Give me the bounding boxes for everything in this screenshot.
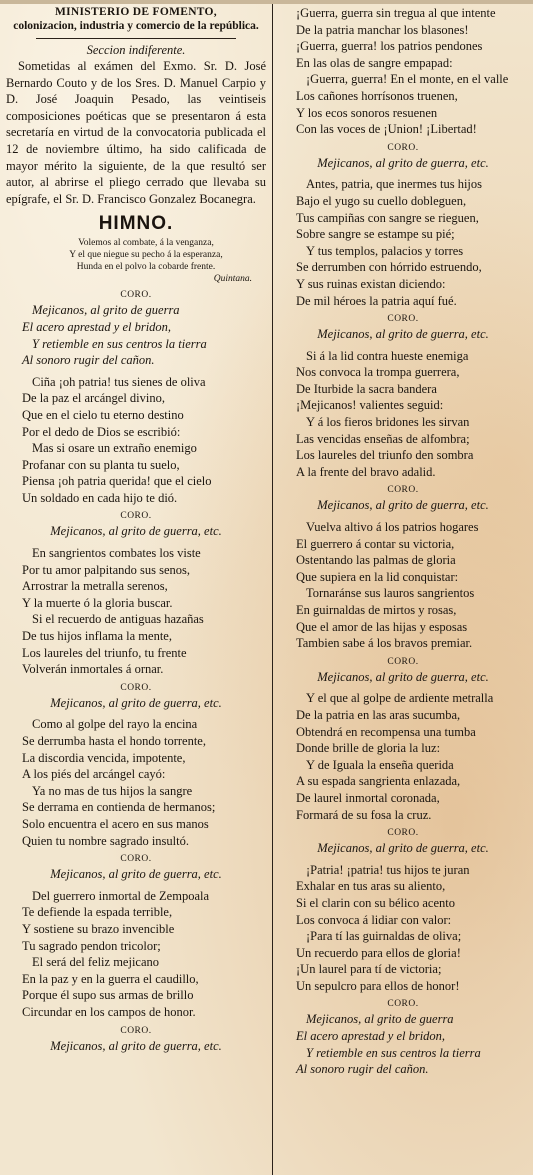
- verse-line: Las vencidas enseñas de alfombra;: [296, 431, 470, 446]
- verse-line: Porque él supo sus armas de brillo: [22, 988, 194, 1003]
- verse-line: Por tu amor palpitando sus senos,: [22, 562, 191, 577]
- verse-line: Tu sagrado pendon tricolor;: [22, 938, 161, 953]
- epigraph-line: Volemos al combate, á la venganza,: [78, 238, 214, 249]
- verse-line: Los laureles del triunfo, tu frente: [22, 645, 187, 660]
- coro-reference: Mejicanos, al grito de guerra, etc.: [317, 841, 489, 856]
- epigraph-author: Quintana.: [213, 274, 252, 285]
- verse-line: Y el que al golpe de ardiente metralla: [306, 691, 494, 706]
- section-label: Seccion indiferente.: [86, 43, 186, 57]
- verse-line: Tambien sabe á los bravos premiar.: [296, 636, 473, 651]
- coro-reference: Mejicanos, al grito de guerra, etc.: [50, 1038, 222, 1053]
- verse-line: ¡Guerra, guerra! los patrios pendones: [296, 39, 483, 54]
- verse-line: ¡Un laurel para tí de victoria;: [296, 962, 442, 977]
- coro-label: CORO.: [387, 656, 419, 667]
- verse-line: Y la muerte ó la gloria buscar.: [22, 595, 173, 610]
- coro-line: Mejicanos, al grito de guerra: [32, 303, 180, 318]
- coro-label: CORO.: [120, 511, 152, 522]
- verse-line: Y sostiene su brazo invencible: [22, 921, 175, 936]
- verse-line: Bajo el yugo su cuello dobleguen,: [296, 193, 467, 208]
- right-column: [280, 5, 526, 1078]
- coro-reference: Mejicanos, al grito de guerra, etc.: [317, 155, 489, 170]
- verse-line: Si el recuerdo de antiguas hazañas: [32, 612, 204, 627]
- verse-line: ¡Mejicanos! valientes seguid:: [296, 398, 444, 413]
- verse-line: Tornaránse sus lauros sangrientos: [306, 586, 475, 601]
- verse-line: De laurel inmortal coronada,: [296, 790, 440, 805]
- verse-line: Tus campiñas con sangre se rieguen,: [296, 210, 479, 225]
- coro-label: CORO.: [387, 485, 419, 496]
- verse-line: Te defiende la espada terrible,: [22, 905, 173, 920]
- verse-line: Que supiera en la lid conquistar:: [296, 569, 459, 584]
- verse-line: Donde brille de gloria la luz:: [296, 741, 441, 756]
- verse-line: De la patria manchar los blasones!: [296, 22, 469, 37]
- coro-line: Al sonoro rugir del cañon.: [22, 353, 155, 368]
- coro-label: CORO.: [387, 142, 419, 153]
- verse-line: ¡Guerra, guerra sin tregua al que intente: [296, 6, 496, 20]
- verse-line: Un recuerdo para ellos de gloria!: [296, 945, 461, 960]
- verse-line: Y los ecos sonoros resuenen: [296, 105, 438, 120]
- verse-line: Se derrama en contienda de hermanos;: [22, 800, 216, 815]
- verse-line: Nos convoca la trompa guerrera,: [296, 365, 460, 380]
- verse-line: Que en el cielo tu eterno destino: [22, 407, 184, 422]
- coro-reference: Mejicanos, al grito de guerra, etc.: [317, 498, 489, 513]
- verse-line: Circundar en los campos de honor.: [22, 1004, 196, 1019]
- verse-line: Antes, patria, que inermes tus hijos: [306, 177, 483, 192]
- coro-line: Al sonoro rugir del cañon.: [296, 1062, 429, 1077]
- coro-reference: Mejicanos, al grito de guerra, etc.: [317, 669, 489, 684]
- coro-label: CORO.: [120, 682, 152, 693]
- top-border: [0, 0, 533, 4]
- verse-line: Los cañones horrísonos truenen,: [296, 88, 458, 103]
- verse-line: Un soldado en cada hijo te dió.: [22, 490, 178, 505]
- hymn-title: HIMNO.: [98, 213, 174, 235]
- verse-line: Se derrumba hasta el hondo torrente,: [22, 734, 206, 748]
- verse-line: A su espada sangrienta enlazada,: [296, 774, 461, 789]
- verse-line: En las olas de sangre empapad:: [296, 55, 453, 70]
- epigraph-line: Hunda en el polvo la cobarde frente.: [76, 262, 216, 273]
- verse-line: De mil héroes la patria aquí fué.: [296, 293, 457, 308]
- coro-label: CORO.: [387, 314, 419, 325]
- coro-label: CORO.: [387, 999, 419, 1010]
- ministry-title: MINISTERIO DE FOMENTO,: [55, 6, 217, 18]
- verse-line: Formará de su fosa la cruz.: [296, 807, 432, 822]
- header-rule: [36, 38, 236, 39]
- coro-reference: Mejicanos, al grito de guerra, etc.: [317, 327, 489, 342]
- verse-line: En sangrientos combates los viste: [32, 546, 201, 561]
- verse-line: De la paz el arcángel divino,: [22, 391, 165, 406]
- verse-line: Si el clarin con su bélico acento: [296, 895, 455, 910]
- left-column: [6, 5, 266, 1054]
- coro-line: El acero aprestad y el bridon,: [296, 1029, 446, 1044]
- verse-line: Obtendrá en recompensa una tumba: [296, 724, 476, 739]
- verse-line: Volverán inmortales á ornar.: [22, 662, 164, 677]
- verse-line: Sobre sangre se estampe su pié;: [296, 227, 455, 242]
- verse-line: Ya no mas de tus hijos la sangre: [32, 783, 193, 798]
- verse-line: Con las voces de ¡Union! ¡Libertad!: [296, 122, 477, 137]
- verse-line: A la frente del bravo adalid.: [296, 464, 436, 479]
- verse-line: Si á la lid contra hueste enemiga: [306, 348, 469, 363]
- verse-line: Exhalar en tus aras su aliento,: [296, 879, 446, 894]
- verse-line: ¡Para tí las guirnaldas de oliva;: [306, 929, 462, 944]
- verse-line: Del guerrero inmortal de Zempoala: [32, 888, 210, 903]
- verse-line: Y á los fieros bridones les sirvan: [306, 415, 470, 430]
- verse-line: ¡Guerra, guerra! En el monte, en el valle: [306, 72, 509, 87]
- verse-line: Arrostrar la metralla serenos,: [22, 579, 168, 594]
- verse-line: En guirnaldas de mirtos y rosas,: [296, 603, 457, 617]
- coro-label: CORO.: [120, 854, 152, 865]
- verse-line: Que el amor de las hijas y esposas: [296, 619, 468, 634]
- verse-line: El será del feliz mejicano: [32, 955, 160, 970]
- intro-paragraph: Sometidas al exámen del Exmo. Sr. D. José Bernardo Couto y de los Sres. D. Manuel Carpio y D. José Joaquin Pesado, las veintiseis composiciones poéticas que se presentaron á esta secretaría en virtud de la convocatoria publicada el 12 de noviembre último, ha sido calificada de mayor mérito la siguiente, de la que resultó ser autor, al abrirse el pliego cerrado que llevaba su epígrafe, el Sr. D. Francisco Gonzalez Bocanegra.: [6, 59, 266, 206]
- verse-line: Piensa ¡oh patria querida! que el cielo: [22, 474, 212, 489]
- verse-line: Y tus templos, palacios y torres: [306, 243, 464, 258]
- verse-line: Como al golpe del rayo la encina: [32, 717, 198, 732]
- verse-line: Vuelva altivo á los patrios hogares: [306, 520, 479, 535]
- verse-line: Y de Iguala la enseña querida: [306, 757, 454, 772]
- verse-line: La discordia vencida, impotente,: [22, 750, 186, 765]
- coro-reference: Mejicanos, al grito de guerra, etc.: [50, 695, 222, 710]
- verse-line: Los laureles del triunfo den sombra: [296, 448, 474, 463]
- verse-line: A los piés del arcángel cayó:: [22, 767, 166, 782]
- verse-line: De la patria en las aras sucumba,: [296, 707, 461, 722]
- verse-line: Se derrumben con hórrido estruendo,: [296, 260, 482, 275]
- verse-line: Ostentando las palmas de gloria: [296, 553, 456, 568]
- column-divider: [272, 4, 273, 1175]
- verse-line: Los convoca á lidiar con valor:: [296, 912, 452, 927]
- ministry-subtitle: colonizacion, industria y comercio de la república.: [13, 20, 259, 32]
- coro-line: Y retiemble en sus centros la tierra: [32, 336, 207, 351]
- verse-line: El guerrero á contar su victoria,: [296, 536, 455, 551]
- coro-reference: Mejicanos, al grito de guerra, etc.: [50, 524, 222, 539]
- coro-reference: Mejicanos, al grito de guerra, etc.: [50, 867, 222, 882]
- verse-line: De tus hijos inflama la mente,: [22, 629, 172, 644]
- verse-line: Ciña ¡oh patria! tus sienes de oliva: [32, 374, 206, 389]
- coro-label: CORO.: [387, 828, 419, 839]
- verse-line: Un sepulcro para ellos de honor!: [296, 978, 460, 993]
- verse-line: Solo encuentra el acero en sus manos: [22, 816, 209, 831]
- verse-line: Quien tu nombre sagrado insultó.: [22, 833, 189, 848]
- verse-line: Profanar con su planta tu suelo,: [22, 457, 180, 472]
- verse-line: Y sus ruinas existan diciendo:: [296, 276, 446, 291]
- verse-line: Por el dedo de Dios se escribió:: [22, 424, 181, 439]
- epigraph-line: Y el que niegue su pecho á la esperanza,: [69, 250, 223, 261]
- verse-line: De Iturbide la sacra bandera: [296, 381, 437, 396]
- coro-line: Mejicanos, al grito de guerra: [306, 1012, 454, 1027]
- verse-line: En la paz y en la guerra el caudillo,: [22, 971, 199, 986]
- verse-line: Mas si osare un extraño enemigo: [32, 441, 197, 456]
- coro-label: CORO.: [120, 1025, 152, 1036]
- coro-line: Y retiemble en sus centros la tierra: [306, 1045, 481, 1060]
- coro-line: El acero aprestad y el bridon,: [22, 319, 172, 334]
- coro-label: CORO.: [120, 290, 152, 301]
- verse-line: ¡Patria! ¡patria! tus hijos te juran: [306, 862, 470, 877]
